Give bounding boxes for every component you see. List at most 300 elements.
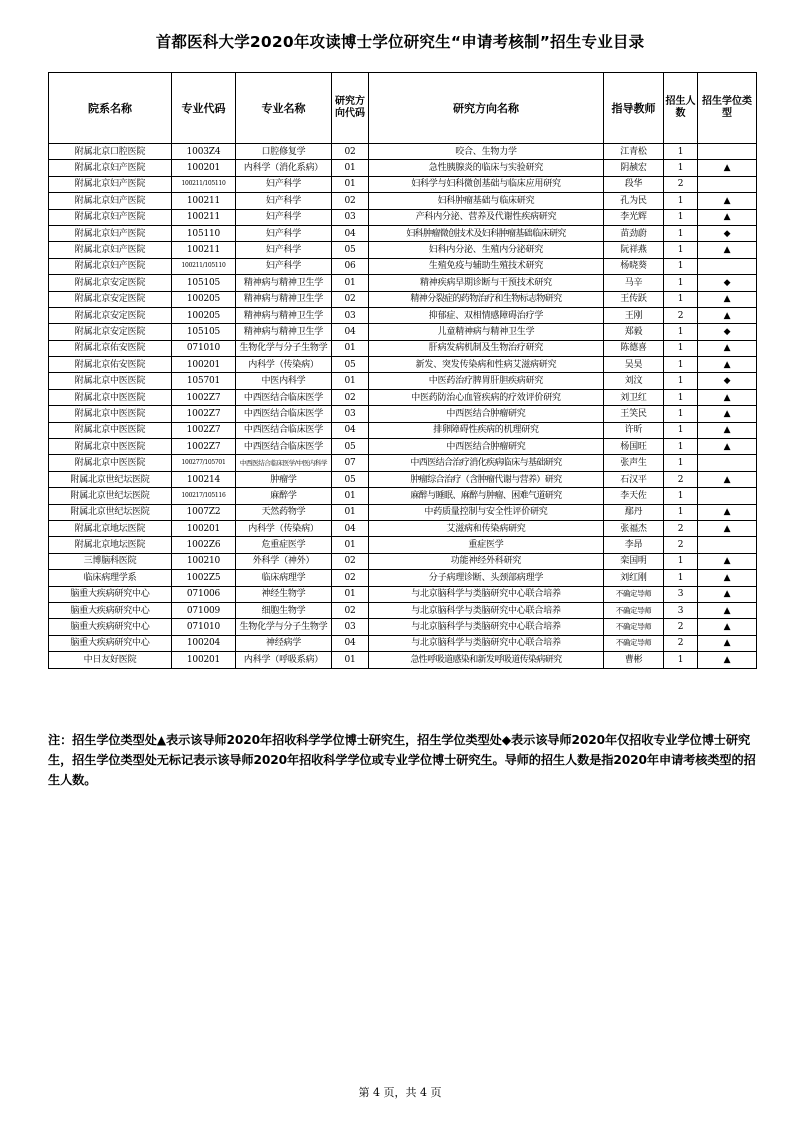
major-name-cell: 内科学（消化系病）: [236, 160, 332, 176]
advisor-cell: 李光辉: [604, 209, 664, 225]
table-row: [49, 586, 757, 602]
degree-type-cell: [698, 258, 757, 274]
quota-cell: 1: [664, 422, 698, 438]
quota-cell: 1: [664, 225, 698, 241]
major-code-cell: 1002Z7: [172, 422, 236, 438]
major-name-cell: 天然药物学: [236, 504, 332, 520]
table-row: [49, 537, 757, 553]
department-cell: 附属北京中医医院: [49, 406, 172, 422]
quota-cell: 2: [664, 307, 698, 323]
degree-type-cell: [698, 488, 757, 504]
degree-type-cell: ▲: [698, 553, 757, 569]
major-code-cell: 100211: [172, 193, 236, 209]
direction-code-cell: 01: [332, 504, 369, 520]
major-code-cell: 100211/105110: [172, 258, 236, 274]
table-body: [49, 144, 757, 669]
direction-name-cell: 中西医结合肿瘤研究: [369, 439, 604, 455]
major-name-cell: 外科学（神外）: [236, 553, 332, 569]
degree-type-cell: ▲: [698, 635, 757, 651]
major-code-cell: 1002Z7: [172, 406, 236, 422]
major-name-cell: 精神病与精神卫生学: [236, 291, 332, 307]
degree-type-cell: ▲: [698, 520, 757, 536]
major-name-cell: 中西医结合临床医学: [236, 406, 332, 422]
quota-cell: 1: [664, 324, 698, 340]
direction-code-cell: 01: [332, 488, 369, 504]
footnote: 注：招生学位类型处▲表示该导师2020年招收科学学位博士研究生，招生学位类型处◆表示该导师2020年仅招收专业学位博士研究生，招生学位类型处无标记表示该导师2020年招收科学学位或专业学位博士研究生。导师的招生人数是指2020年申请考核类型的招生人数。: [48, 733, 756, 787]
major-name-cell: 神经生物学: [236, 586, 332, 602]
degree-type-cell: ▲: [698, 471, 757, 487]
major-name-cell: 神经病学: [236, 635, 332, 651]
department-cell: 附属北京中医医院: [49, 373, 172, 389]
direction-code-cell: 04: [332, 520, 369, 536]
major-code-cell: 071009: [172, 602, 236, 618]
table-row: [49, 193, 757, 209]
major-name-cell: 生物化学与分子生物学: [236, 619, 332, 635]
advisor-cell: 江青松: [604, 144, 664, 160]
direction-name-cell: 肝病发病机制及生物治疗研究: [369, 340, 604, 356]
table-row: [49, 160, 757, 176]
degree-type-cell: ▲: [698, 389, 757, 405]
table-row: [49, 357, 757, 373]
major-code-cell: 100204: [172, 635, 236, 651]
department-cell: 附属北京中医医院: [49, 389, 172, 405]
advisor-cell: 杨国旺: [604, 439, 664, 455]
quota-cell: 1: [664, 291, 698, 307]
direction-code-cell: 07: [332, 455, 369, 471]
major-name-cell: 精神病与精神卫生学: [236, 275, 332, 291]
direction-code-cell: 02: [332, 144, 369, 160]
department-cell: 附属北京妇产医院: [49, 225, 172, 241]
table-row: [49, 422, 757, 438]
quota-cell: 2: [664, 619, 698, 635]
department-cell: 附属北京地坛医院: [49, 520, 172, 536]
direction-name-cell: 艾滋病和传染病研究: [369, 520, 604, 536]
table-row: [49, 258, 757, 274]
advisor-cell: 阮祥燕: [604, 242, 664, 258]
major-code-cell: 1002Z6: [172, 537, 236, 553]
major-name-cell: 临床病理学: [236, 570, 332, 586]
quota-cell: 1: [664, 242, 698, 258]
quota-cell: 2: [664, 471, 698, 487]
department-cell: 附属北京佑安医院: [49, 357, 172, 373]
degree-type-cell: ▲: [698, 439, 757, 455]
advisor-cell: 刘汶: [604, 373, 664, 389]
degree-type-cell: ▲: [698, 357, 757, 373]
advisor-cell: 阴赪宏: [604, 160, 664, 176]
department-cell: 三博脑科医院: [49, 553, 172, 569]
major-name-cell: 妇产科学: [236, 176, 332, 192]
header-direction-name: 研究方向名称: [369, 73, 604, 144]
header-quota: 招生人数: [664, 73, 698, 144]
table-row: [49, 406, 757, 422]
department-cell: 附属北京世纪坛医院: [49, 504, 172, 520]
direction-code-cell: 05: [332, 439, 369, 455]
direction-code-cell: 03: [332, 619, 369, 635]
direction-name-cell: 肿瘤综合治疗（含肿瘤代谢与营养）研究: [369, 471, 604, 487]
major-name-cell: 危重症医学: [236, 537, 332, 553]
table-row: [49, 373, 757, 389]
major-name-cell: 精神病与精神卫生学: [236, 307, 332, 323]
direction-name-cell: 生殖免疫与辅助生殖技术研究: [369, 258, 604, 274]
major-code-cell: 100201: [172, 520, 236, 536]
advisor-cell: 段华: [604, 176, 664, 192]
direction-name-cell: 麻醉与睡眠、麻醉与肿瘤、困难气道研究: [369, 488, 604, 504]
degree-type-cell: ▲: [698, 291, 757, 307]
direction-name-cell: 重症医学: [369, 537, 604, 553]
major-name-cell: 中西医结合临床医学: [236, 439, 332, 455]
advisor-cell: 不确定导师: [604, 619, 664, 635]
direction-name-cell: 中医药治疗脾胃肝胆疾病研究: [369, 373, 604, 389]
direction-name-cell: 分子病理诊断、头颈部病理学: [369, 570, 604, 586]
department-cell: 附属北京妇产医院: [49, 209, 172, 225]
direction-code-cell: 05: [332, 471, 369, 487]
quota-cell: 1: [664, 406, 698, 422]
major-name-cell: 中西医结合临床医学/中医内科学: [236, 455, 332, 471]
table-row: [49, 455, 757, 471]
advisor-cell: 吴昊: [604, 357, 664, 373]
major-code-cell: 100217/105116: [172, 488, 236, 504]
direction-name-cell: 中西医结合肿瘤研究: [369, 406, 604, 422]
header-department: 院系名称: [49, 73, 172, 144]
quota-cell: 1: [664, 258, 698, 274]
direction-name-cell: 儿童精神病与精神卫生学: [369, 324, 604, 340]
quota-cell: 3: [664, 586, 698, 602]
advisor-cell: 许昕: [604, 422, 664, 438]
degree-type-cell: ▲: [698, 193, 757, 209]
header-direction-code: 研究方向代码: [332, 73, 369, 144]
page-title: 首都医科大学2020年攻读博士学位研究生“申请考核制”招生专业目录: [155, 33, 645, 51]
direction-code-cell: 03: [332, 406, 369, 422]
direction-code-cell: 02: [332, 602, 369, 618]
table-row: [49, 176, 757, 192]
degree-type-cell: ▲: [698, 406, 757, 422]
major-code-cell: 105105: [172, 324, 236, 340]
major-code-cell: 1002Z7: [172, 439, 236, 455]
advisor-cell: 马辛: [604, 275, 664, 291]
advisor-cell: 不确定导师: [604, 602, 664, 618]
direction-name-cell: 功能神经外科研究: [369, 553, 604, 569]
direction-code-cell: 01: [332, 340, 369, 356]
major-code-cell: 071006: [172, 586, 236, 602]
degree-type-cell: ▲: [698, 586, 757, 602]
advisor-cell: 李天佐: [604, 488, 664, 504]
degree-type-cell: ◆: [698, 373, 757, 389]
major-name-cell: 麻醉学: [236, 488, 332, 504]
quota-cell: 1: [664, 389, 698, 405]
major-code-cell: 100211: [172, 209, 236, 225]
quota-cell: 1: [664, 553, 698, 569]
degree-type-cell: ▲: [698, 307, 757, 323]
degree-type-cell: ▲: [698, 209, 757, 225]
department-cell: 附属北京妇产医院: [49, 258, 172, 274]
major-code-cell: 100205: [172, 307, 236, 323]
direction-name-cell: 精神分裂症的药物治疗和生物标志物研究: [369, 291, 604, 307]
header-major-code: 专业代码: [172, 73, 236, 144]
department-cell: 附属北京妇产医院: [49, 193, 172, 209]
major-code-cell: 100201: [172, 652, 236, 668]
table-row: [49, 225, 757, 241]
table-row: [49, 307, 757, 323]
major-name-cell: 内科学（传染病）: [236, 520, 332, 536]
direction-code-cell: 06: [332, 258, 369, 274]
advisor-cell: 张福杰: [604, 520, 664, 536]
table-row: [49, 471, 757, 487]
degree-type-cell: ▲: [698, 242, 757, 258]
department-cell: 附属北京中医医院: [49, 422, 172, 438]
direction-code-cell: 04: [332, 422, 369, 438]
major-code-cell: 1007Z2: [172, 504, 236, 520]
department-cell: 附属北京安定医院: [49, 307, 172, 323]
table-row: [49, 324, 757, 340]
direction-code-cell: 02: [332, 291, 369, 307]
direction-code-cell: 01: [332, 160, 369, 176]
direction-code-cell: 05: [332, 242, 369, 258]
advisor-cell: 鄢丹: [604, 504, 664, 520]
advisor-cell: 不确定导师: [604, 635, 664, 651]
department-cell: 附属北京地坛医院: [49, 537, 172, 553]
degree-type-cell: ◆: [698, 225, 757, 241]
quota-cell: 2: [664, 635, 698, 651]
quota-cell: 2: [664, 537, 698, 553]
major-name-cell: 妇产科学: [236, 209, 332, 225]
advisor-cell: 王刚: [604, 307, 664, 323]
table-row: [49, 635, 757, 651]
major-name-cell: 肿瘤学: [236, 471, 332, 487]
table-row: [49, 619, 757, 635]
direction-name-cell: 妇科内分泌、生殖内分泌研究: [369, 242, 604, 258]
major-code-cell: 100214: [172, 471, 236, 487]
direction-code-cell: 01: [332, 537, 369, 553]
direction-name-cell: 妇科学与妇科微创基础与临床应用研究: [369, 176, 604, 192]
direction-name-cell: 与北京脑科学与类脑研究中心联合培养: [369, 619, 604, 635]
direction-name-cell: 与北京脑科学与类脑研究中心联合培养: [369, 602, 604, 618]
direction-code-cell: 02: [332, 193, 369, 209]
direction-name-cell: 与北京脑科学与类脑研究中心联合培养: [369, 635, 604, 651]
department-cell: 附属北京妇产医院: [49, 242, 172, 258]
quota-cell: 1: [664, 504, 698, 520]
degree-type-cell: [698, 144, 757, 160]
direction-name-cell: 妇科肿瘤基础与临床研究: [369, 193, 604, 209]
direction-code-cell: 02: [332, 389, 369, 405]
department-cell: 附属北京世纪坛医院: [49, 471, 172, 487]
degree-type-cell: ▲: [698, 422, 757, 438]
advisor-cell: 栾国明: [604, 553, 664, 569]
major-code-cell: 105701: [172, 373, 236, 389]
major-code-cell: 100210: [172, 553, 236, 569]
department-cell: 附属北京妇产医院: [49, 160, 172, 176]
department-cell: 附属北京中医医院: [49, 439, 172, 455]
major-code-cell: 105105: [172, 275, 236, 291]
quota-cell: 2: [664, 176, 698, 192]
degree-type-cell: ▲: [698, 652, 757, 668]
direction-code-cell: 01: [332, 652, 369, 668]
direction-code-cell: 02: [332, 553, 369, 569]
major-name-cell: 中西医结合临床医学: [236, 422, 332, 438]
advisor-cell: 不确定导师: [604, 586, 664, 602]
degree-type-cell: ▲: [698, 570, 757, 586]
table-row: [49, 144, 757, 160]
quota-cell: 1: [664, 570, 698, 586]
advisor-cell: 曹彬: [604, 652, 664, 668]
major-code-cell: 1002Z7: [172, 389, 236, 405]
advisor-cell: 孔为民: [604, 193, 664, 209]
quota-cell: 1: [664, 357, 698, 373]
department-cell: 脑重大疾病研究中心: [49, 635, 172, 651]
table-row: [49, 504, 757, 520]
major-code-cell: 100205: [172, 291, 236, 307]
advisor-cell: 陈德喜: [604, 340, 664, 356]
major-code-cell: 1003Z4: [172, 144, 236, 160]
major-code-cell: 071010: [172, 619, 236, 635]
major-name-cell: 妇产科学: [236, 258, 332, 274]
direction-name-cell: 排卵障碍性疾病的机理研究: [369, 422, 604, 438]
table-row: [49, 242, 757, 258]
direction-name-cell: 急性胰腺炎的临床与实验研究: [369, 160, 604, 176]
direction-code-cell: 01: [332, 176, 369, 192]
department-cell: 附属北京妇产医院: [49, 176, 172, 192]
advisor-cell: 刘红刚: [604, 570, 664, 586]
direction-name-cell: 精神疾病早期诊断与干预技术研究: [369, 275, 604, 291]
direction-name-cell: 中西医结合治疗消化疾病临床与基础研究: [369, 455, 604, 471]
department-cell: 脑重大疾病研究中心: [49, 586, 172, 602]
major-code-cell: 100211/105110: [172, 176, 236, 192]
department-cell: 中日友好医院: [49, 652, 172, 668]
advisor-cell: 张声生: [604, 455, 664, 471]
degree-type-cell: ▲: [698, 602, 757, 618]
quota-cell: 1: [664, 144, 698, 160]
direction-code-cell: 04: [332, 225, 369, 241]
direction-name-cell: 抑郁症、双相情感障碍治疗学: [369, 307, 604, 323]
major-name-cell: 妇产科学: [236, 242, 332, 258]
major-name-cell: 中医内科学: [236, 373, 332, 389]
direction-code-cell: 03: [332, 307, 369, 323]
major-name-cell: 生物化学与分子生物学: [236, 340, 332, 356]
table-row: [49, 602, 757, 618]
quota-cell: 1: [664, 439, 698, 455]
advisor-cell: 石汉平: [604, 471, 664, 487]
quota-cell: 1: [664, 373, 698, 389]
department-cell: 临床病理学系: [49, 570, 172, 586]
advisor-cell: 刘卫红: [604, 389, 664, 405]
major-code-cell: 100201: [172, 160, 236, 176]
table-row: [49, 209, 757, 225]
direction-name-cell: 新发、突发传染病和性病艾滋病研究: [369, 357, 604, 373]
quota-cell: 1: [664, 652, 698, 668]
degree-type-cell: ▲: [698, 504, 757, 520]
header-degree-type: 招生学位类型: [698, 73, 757, 144]
advisor-cell: 王传跃: [604, 291, 664, 307]
advisor-cell: 苗劲蔚: [604, 225, 664, 241]
degree-type-cell: ◆: [698, 275, 757, 291]
department-cell: 附属北京佑安医院: [49, 340, 172, 356]
quota-cell: 2: [664, 520, 698, 536]
advisor-cell: 王笑民: [604, 406, 664, 422]
direction-code-cell: 01: [332, 275, 369, 291]
quota-cell: 1: [664, 455, 698, 471]
degree-type-cell: [698, 176, 757, 192]
direction-name-cell: 中医药防治心血管疾病的疗效评价研究: [369, 389, 604, 405]
advisor-cell: 李昂: [604, 537, 664, 553]
major-code-cell: 100277/105701: [172, 455, 236, 471]
degree-type-cell: ▲: [698, 160, 757, 176]
table-row: [49, 340, 757, 356]
major-code-cell: 105110: [172, 225, 236, 241]
advisor-cell: 杨晓葵: [604, 258, 664, 274]
header-advisor: 指导教师: [604, 73, 664, 144]
major-name-cell: 内科学（传染病）: [236, 357, 332, 373]
degree-type-cell: [698, 455, 757, 471]
direction-name-cell: 中药质量控制与安全性评价研究: [369, 504, 604, 520]
direction-code-cell: 01: [332, 586, 369, 602]
department-cell: 附属北京安定医院: [49, 275, 172, 291]
degree-type-cell: [698, 537, 757, 553]
direction-code-cell: 02: [332, 570, 369, 586]
quota-cell: 1: [664, 193, 698, 209]
direction-name-cell: 与北京脑科学与类脑研究中心联合培养: [369, 586, 604, 602]
department-cell: 附属北京安定医院: [49, 324, 172, 340]
direction-name-cell: 急性呼吸道感染和新发呼吸道传染病研究: [369, 652, 604, 668]
table-row: [49, 652, 757, 668]
major-name-cell: 内科学（呼吸系病）: [236, 652, 332, 668]
direction-code-cell: 03: [332, 209, 369, 225]
table-header-row: [49, 73, 757, 144]
major-code-cell: 1002Z5: [172, 570, 236, 586]
major-name-cell: 中西医结合临床医学: [236, 389, 332, 405]
quota-cell: 1: [664, 209, 698, 225]
major-code-cell: 071010: [172, 340, 236, 356]
major-code-cell: 100201: [172, 357, 236, 373]
direction-name-cell: 妇科肿瘤微创技术及妇科肿瘤基础临床研究: [369, 225, 604, 241]
advisor-cell: 郑毅: [604, 324, 664, 340]
table-row: [49, 275, 757, 291]
department-cell: 附属北京中医医院: [49, 455, 172, 471]
table-row: [49, 389, 757, 405]
header-major-name: 专业名称: [236, 73, 332, 144]
degree-type-cell: ▲: [698, 619, 757, 635]
major-name-cell: 口腔修复学: [236, 144, 332, 160]
department-cell: 脑重大疾病研究中心: [49, 619, 172, 635]
quota-cell: 1: [664, 160, 698, 176]
major-name-cell: 细胞生物学: [236, 602, 332, 618]
direction-code-cell: 05: [332, 357, 369, 373]
table-row: [49, 291, 757, 307]
major-name-cell: 妇产科学: [236, 193, 332, 209]
department-cell: 附属北京世纪坛医院: [49, 488, 172, 504]
admissions-catalog-table: [48, 72, 757, 669]
quota-cell: 1: [664, 488, 698, 504]
department-cell: 附属北京安定医院: [49, 291, 172, 307]
table-row: [49, 570, 757, 586]
direction-code-cell: 04: [332, 635, 369, 651]
direction-name-cell: 产科内分泌、营养及代谢性疾病研究: [369, 209, 604, 225]
table-row: [49, 553, 757, 569]
major-code-cell: 100211: [172, 242, 236, 258]
major-name-cell: 精神病与精神卫生学: [236, 324, 332, 340]
department-cell: 附属北京口腔医院: [49, 144, 172, 160]
direction-code-cell: 01: [332, 373, 369, 389]
quota-cell: 1: [664, 275, 698, 291]
table-row: [49, 520, 757, 536]
table-row: [49, 439, 757, 455]
quota-cell: 1: [664, 340, 698, 356]
major-name-cell: 妇产科学: [236, 225, 332, 241]
direction-code-cell: 04: [332, 324, 369, 340]
table-row: [49, 488, 757, 504]
department-cell: 脑重大疾病研究中心: [49, 602, 172, 618]
quota-cell: 3: [664, 602, 698, 618]
degree-type-cell: ◆: [698, 324, 757, 340]
direction-name-cell: 咬合、生物力学: [369, 144, 604, 160]
